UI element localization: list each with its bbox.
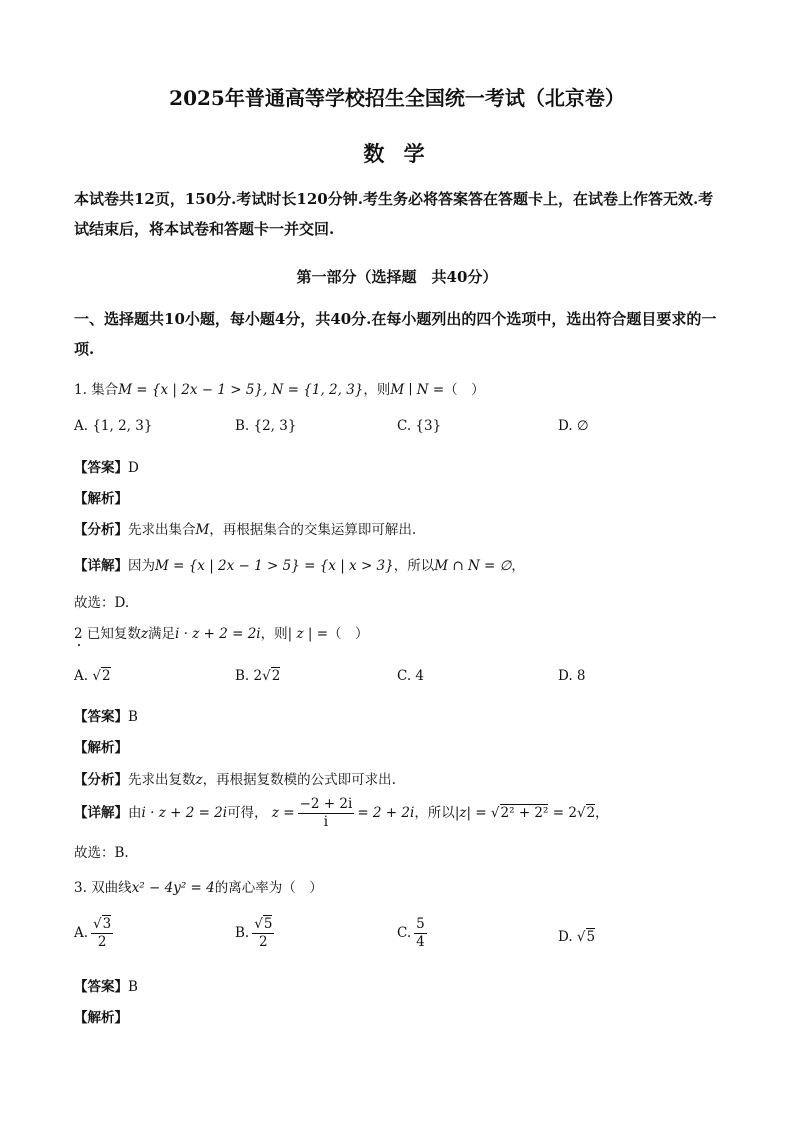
q2-option-a-radicand: 2 xyxy=(101,668,111,684)
q1-detail-math: M = {x | 2x − 1 > 5} = {x | x > 3} xyxy=(155,558,394,574)
q2-stem-abs: | z | = xyxy=(287,626,329,642)
part-heading: 第一部分（选择题 共40分） xyxy=(296,268,498,286)
q2-option-a xyxy=(74,668,111,684)
q2-answer: B xyxy=(128,709,138,725)
q1-detail-end: ， xyxy=(511,558,525,574)
q2-option-a-letter: A. xyxy=(74,668,89,684)
q1-stem xyxy=(74,378,485,398)
stray-dot xyxy=(78,644,80,646)
q3-option-b-radicand: 5 xyxy=(263,916,273,932)
q1-option-d: D. ∅ xyxy=(558,418,589,434)
q3-option-a-denominator: 2 xyxy=(97,934,107,950)
q3-option-c xyxy=(397,916,430,951)
q3-option-b-letter: B. xyxy=(235,925,250,941)
q1-answer: D xyxy=(128,460,139,476)
q1-fenxi: 先求出集合 xyxy=(128,522,196,538)
q2-detail-mod: |z| = xyxy=(454,805,487,821)
q2-fenxi: 先求出复数 xyxy=(128,772,196,788)
q1-expr: M ∣ N = xyxy=(390,382,445,398)
q1-stem-prefix: 集合 xyxy=(91,382,119,398)
q2-option-c: C. 4 xyxy=(397,668,425,684)
q1-detail-math2: M ∩ N = ∅ xyxy=(434,558,512,574)
q3-option-c-letter: C. xyxy=(397,925,412,941)
analysis-label: 【解析】 xyxy=(74,491,128,507)
q3-option-d-radicand: 5 xyxy=(586,929,596,945)
q2-fraction-denominator: i xyxy=(323,814,329,830)
q3-option-a xyxy=(74,916,116,951)
q1-stem-suffix: ，则 xyxy=(363,382,391,398)
answer-label: 【答案】 xyxy=(74,979,128,995)
q2-fenxi-var: z xyxy=(195,772,203,788)
q2-detail-eq2: = 2 + 2i xyxy=(357,805,415,821)
q2-option-b-radicand: 2 xyxy=(271,668,281,684)
xiangjie-label: 【详解】 xyxy=(74,805,128,821)
q3-paren: （ ） xyxy=(282,880,323,896)
q1-option-a: A. {1, 2, 3} xyxy=(74,418,153,434)
q3-option-b-numerator: √5 xyxy=(254,916,273,932)
q2-stem-b: 满足 xyxy=(148,626,176,642)
q3-answer-row xyxy=(74,975,138,995)
fenxi-label: 【分析】 xyxy=(74,772,128,788)
xiangjie-label: 【详解】 xyxy=(74,558,128,574)
q2-option-b-value: 2√2 xyxy=(253,668,281,684)
q1-answer-row xyxy=(74,456,139,476)
exam-title: 2025年普通高等学校招生全国统一考试（北京卷） xyxy=(169,86,625,110)
q1-fenxi-var: M xyxy=(195,522,210,538)
q2-detail-eq: i · z + 2 = 2i xyxy=(141,805,228,821)
q2-fraction xyxy=(298,796,355,831)
q1-detail-mid: ，所以 xyxy=(393,558,435,574)
q2-stem-c: ，则 xyxy=(260,626,288,642)
q3-option-a-radicand: 3 xyxy=(102,916,112,932)
analysis-label: 【解析】 xyxy=(74,1010,128,1026)
q2-option-b xyxy=(235,668,280,684)
fenxi-label: 【分析】 xyxy=(74,522,128,538)
q2-detail-end: ， xyxy=(595,805,609,821)
q2-detail-row: 【详解】由i · z + 2 = 2i可得， z = $\frac{-2 + 2i}{i}$ = 2 + 2i，所以|z| = √2² + 2² = 2√2， xyxy=(74,796,609,830)
q2-fenxi-tail: ，再根据复数模的公式即可求出. xyxy=(202,772,396,788)
q3-stem xyxy=(74,876,323,896)
q3-option-c-numerator: 5 xyxy=(416,916,425,932)
q3-stem-b: 的离心率为 xyxy=(214,880,283,896)
q2-stem-a: 已知复数 xyxy=(86,626,141,642)
q3-option-b-denominator: 2 xyxy=(259,934,268,950)
q2-detail-rad2: 2 xyxy=(586,805,596,821)
q3-option-a-letter: A. xyxy=(74,925,89,941)
q2-detail-b: 可得， xyxy=(227,805,268,821)
q2-option-d: D. 8 xyxy=(558,668,586,684)
answer-label: 【答案】 xyxy=(74,460,128,476)
q1-conclusion: 故选：D. xyxy=(74,595,130,611)
q3-stem-a: 双曲线 xyxy=(91,880,132,896)
q1-option-b: B. {2, 3} xyxy=(235,418,297,434)
q2-number: 2 xyxy=(74,626,83,642)
q2-stem xyxy=(74,622,369,642)
q2-stem-var: z xyxy=(140,626,149,642)
q2-answer-row xyxy=(74,705,138,725)
q3-answer: B xyxy=(128,979,138,995)
q3-option-a-fraction xyxy=(91,916,113,951)
q1-fenxi-tail: ，再根据集合的交集运算即可解出. xyxy=(209,522,417,538)
q1-set-n: , N = {1, 2, 3} xyxy=(263,382,364,398)
q2-fenxi-row xyxy=(74,768,396,788)
q1-detail-row xyxy=(74,554,525,574)
q2-paren: （ ） xyxy=(328,626,369,642)
section-title: 一、选择题共10小题，每小题4分，共40分.在每小题列出的四个选项中，选出符合题目要求的一项. xyxy=(74,310,717,358)
q3-option-c-fraction xyxy=(414,916,427,951)
q2-option-b-letter: B. xyxy=(235,668,250,684)
q1-paren: （ ） xyxy=(444,382,485,398)
q2-detail-c: ，所以 xyxy=(414,805,455,821)
q3-option-b xyxy=(235,916,277,951)
q3-option-d: D. √5 xyxy=(558,929,596,945)
q2-analysis-label xyxy=(74,736,128,756)
q1-detail-prefix: 因为 xyxy=(128,558,155,574)
subject-title: 数 学 xyxy=(363,141,431,166)
q1-number: 1. xyxy=(74,382,87,398)
q2-detail-a: 由 xyxy=(128,805,142,821)
q3-option-d-letter: D. xyxy=(558,929,573,945)
q2-detail-eq3: = 2 xyxy=(552,805,577,821)
q1-fenxi-row xyxy=(74,518,416,538)
q2-detail-rad: 2² + 2² xyxy=(500,805,549,821)
exam-instructions: 本试卷共12页，150分.考试时长120分钟.考生务必将答案答在答题卡上，在试卷上作答无效.考试结束后，将本试卷和答题卡一并交回. xyxy=(74,190,714,238)
q3-analysis-label xyxy=(74,1006,128,1026)
q1-analysis-label xyxy=(74,487,128,507)
q1-option-c: C. {3} xyxy=(397,418,442,434)
q1-set-m: M = {x | 2x − 1 > 5} xyxy=(118,382,263,398)
q3-stem-eq: x² − 4y² = 4 xyxy=(131,880,215,896)
analysis-label: 【解析】 xyxy=(74,740,128,756)
q2-conclusion: 故选：B. xyxy=(74,845,129,861)
q3-option-c-denominator: 4 xyxy=(416,934,425,950)
q2-fraction-numerator: −2 + 2i xyxy=(299,796,353,812)
q3-option-a-numerator: √3 xyxy=(93,916,112,932)
q2-stem-eq: i · z + 2 = 2i xyxy=(175,626,261,642)
q2-option-a-value: √2 xyxy=(92,668,111,684)
q3-number: 3. xyxy=(74,880,87,896)
answer-label: 【答案】 xyxy=(74,709,128,725)
q3-option-b-fraction xyxy=(252,916,274,951)
q2-option-b-coef: 2 xyxy=(253,668,263,684)
q2-detail-z: z = xyxy=(271,805,295,821)
